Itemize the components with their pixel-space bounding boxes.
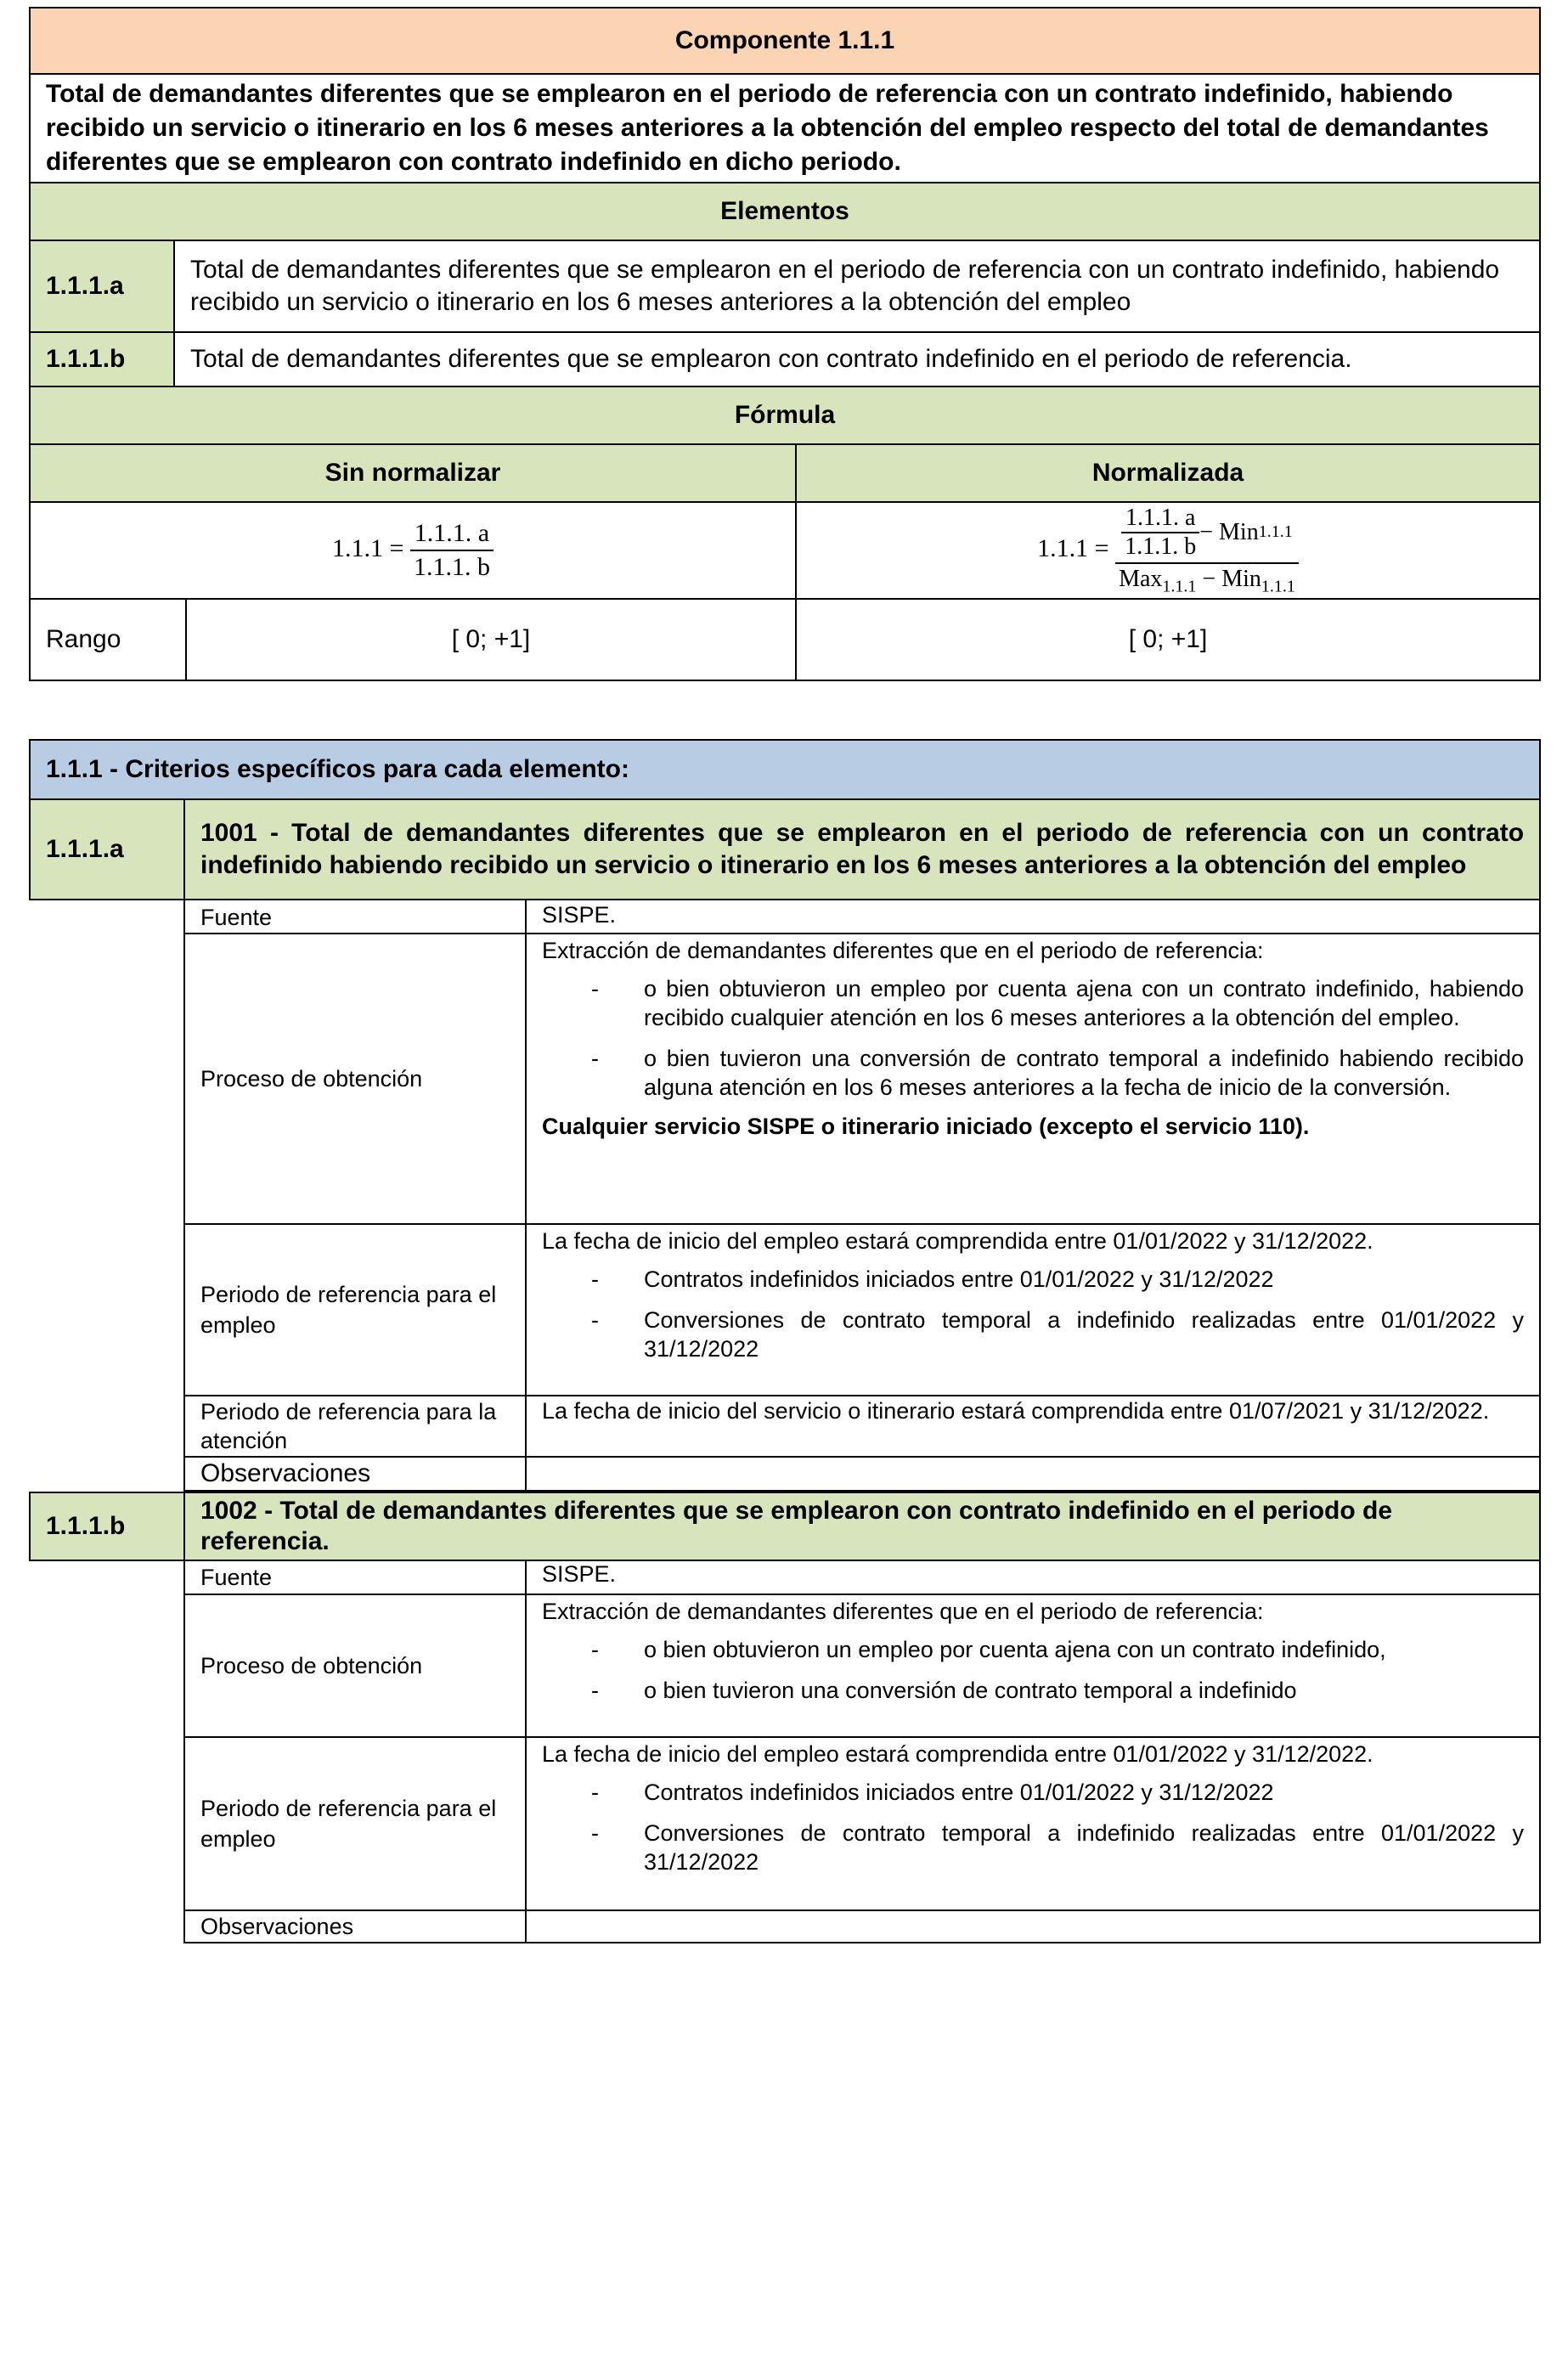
element-text-a: Total de demandantes diferentes que se emplearon en el periodo de referencia con un contrato indefinido, habiendo recibido un servicio o itinerario en los 6 meses anteriores a la obtención del empleo	[174, 240, 1540, 332]
criteria-a-proceso-intro: Extracción de demandantes diferentes que en el periodo de referencia:	[542, 938, 1264, 963]
criteria-a-code: 1.1.1.a	[30, 799, 184, 900]
criteria-a-proceso-list	[542, 974, 1524, 1102]
criteria-a-observaciones-label: Observaciones	[184, 1457, 526, 1491]
formula-header: Fórmula	[30, 386, 1540, 444]
rango-normalizada: [ 0; +1]	[796, 599, 1540, 680]
sin-normalizar-header: Sin normalizar	[30, 444, 796, 502]
formula-sin-normalizar	[30, 502, 796, 599]
criteria-b-proceso	[526, 1594, 1540, 1737]
criteria-b-periodo-empleo	[526, 1737, 1540, 1910]
element-text-b: Total de demandantes diferentes que se emplearon con contrato indefinido en el periodo de referencia.	[174, 332, 1540, 386]
list-item: - o bien obtuvieron un empleo por cuenta ajena con un contrato indefinido,	[542, 1635, 1524, 1664]
criteria-header: 1.1.1 - Criterios específicos para cada elemento:	[30, 740, 1540, 799]
criteria-a-observaciones	[526, 1457, 1540, 1491]
criteria-a-periodo-empleo	[526, 1224, 1540, 1396]
criteria-b-proceso-label: Proceso de obtención	[184, 1594, 526, 1737]
component-description: Total de demandantes diferentes que se emplearon en el periodo de referencia con un contrato indefinido, habiendo recibido un servicio o itinerario en los 6 meses anteriores a la obtención del empleo respecto del total de demandantes diferentes que se emplearon con contrato indefinido en dicho periodo.	[30, 74, 1540, 183]
criteria-a-proceso-label: Proceso de obtención	[184, 934, 526, 1224]
rango-label: Rango	[30, 599, 186, 680]
list-item: - o bien tuvieron una conversión de contrato temporal a indefinido habiendo recibido alguna atención en los 6 meses anteriores a la fecha de inicio de la conversión.	[542, 1044, 1524, 1102]
criteria-a-fuente-label: Fuente	[184, 900, 526, 934]
list-item: - o bien tuvieron una conversión de contrato temporal a indefinido	[542, 1676, 1524, 1705]
criteria-a-periodo-empleo-label: Periodo de referencia para el empleo	[184, 1224, 526, 1396]
criteria-b-observaciones-label: Observaciones	[184, 1910, 526, 1943]
criteria-a-periodo-atencion: La fecha de inicio del servicio o itinerario estará comprendida entre 01/07/2021 y 31/12/2022.	[526, 1396, 1540, 1457]
criteria-b-fuente: SISPE.	[526, 1560, 1540, 1594]
criteria-a-periodo-atencion-label: Periodo de referencia para la atención	[184, 1396, 526, 1457]
list-item: - Conversiones de contrato temporal a indefinido realizadas entre 01/01/2022 y 31/12/2022	[542, 1819, 1524, 1876]
list-item: - Conversiones de contrato temporal a indefinido realizadas entre 01/01/2022 y 31/12/2022	[542, 1306, 1524, 1363]
criteria-b-periodo-empleo-label: Periodo de referencia para el empleo	[184, 1737, 526, 1910]
criteria-b-periodo-empleo-intro: La fecha de inicio del empleo estará comprendida entre 01/01/2022 y 31/12/2022.	[542, 1741, 1373, 1767]
criteria-b-fuente-label: Fuente	[184, 1560, 526, 1594]
criteria-b-observaciones	[526, 1910, 1540, 1943]
formula-normalizada	[796, 502, 1540, 599]
list-item: - Contratos indefinidos iniciados entre 01/01/2022 y 31/12/2022	[542, 1778, 1524, 1807]
rango-sin-normalizar: [ 0; +1]	[186, 599, 796, 680]
element-code-a: 1.1.1.a	[30, 240, 174, 332]
criteria-b-code: 1.1.1.b	[30, 1492, 184, 1560]
criteria-a-proceso	[526, 934, 1540, 1224]
normalizada-header: Normalizada	[796, 444, 1540, 502]
component-title: Componente 1.1.1	[30, 8, 1540, 74]
formula-norm-fraction: $\frac{1.1.1. a}{1.1.1. b}$ − Min 1.1.1 Max$_{1.1.1}$ − Min$_{1.1.1}$	[1115, 505, 1299, 597]
criteria-b-proceso-list	[542, 1635, 1524, 1705]
criteria-b-title: 1002 - Total de demandantes diferentes que se emplearon con contrato indefinido en el periodo de referencia.	[184, 1492, 1540, 1560]
element-code-b: 1.1.1.b	[30, 332, 174, 386]
list-item: - Contratos indefinidos iniciados entre 01/01/2022 y 31/12/2022	[542, 1265, 1524, 1294]
formula-fraction: $\frac{1.1.1. a}{1.1.1. b}$	[410, 519, 494, 582]
criteria-a-periodo-empleo-intro: La fecha de inicio del empleo estará comprendida entre 01/01/2022 y 31/12/2022.	[542, 1228, 1373, 1254]
list-item: - o bien obtuvieron un empleo por cuenta ajena con un contrato indefinido, habiendo recibido cualquier atención en los 6 meses anteriores a la obtención del empleo.	[542, 974, 1524, 1032]
criteria-a-fuente: SISPE.	[526, 900, 1540, 934]
criteria-a-proceso-note: Cualquier servicio SISPE o itinerario iniciado (excepto el servicio 110).	[542, 1114, 1310, 1139]
criteria-b-periodo-empleo-list	[542, 1778, 1524, 1876]
criteria-b-proceso-intro: Extracción de demandantes diferentes que en el periodo de referencia:	[542, 1599, 1264, 1624]
elements-header: Elementos	[30, 183, 1540, 240]
component-table	[29, 7, 1541, 681]
formula-norm-lhs: 1.1.1 =	[1037, 533, 1109, 562]
criteria-a-periodo-empleo-list	[542, 1265, 1524, 1363]
criteria-a-title: 1001 - Total de demandantes diferentes que se emplearon en el periodo de referencia con un contrato indefinido habiendo recibido un servicio o itinerario en los 6 meses anteriores a la obtención del empleo	[184, 799, 1540, 900]
formula-lhs: 1.1.1 =	[332, 533, 404, 562]
criteria-table	[29, 739, 1541, 1943]
